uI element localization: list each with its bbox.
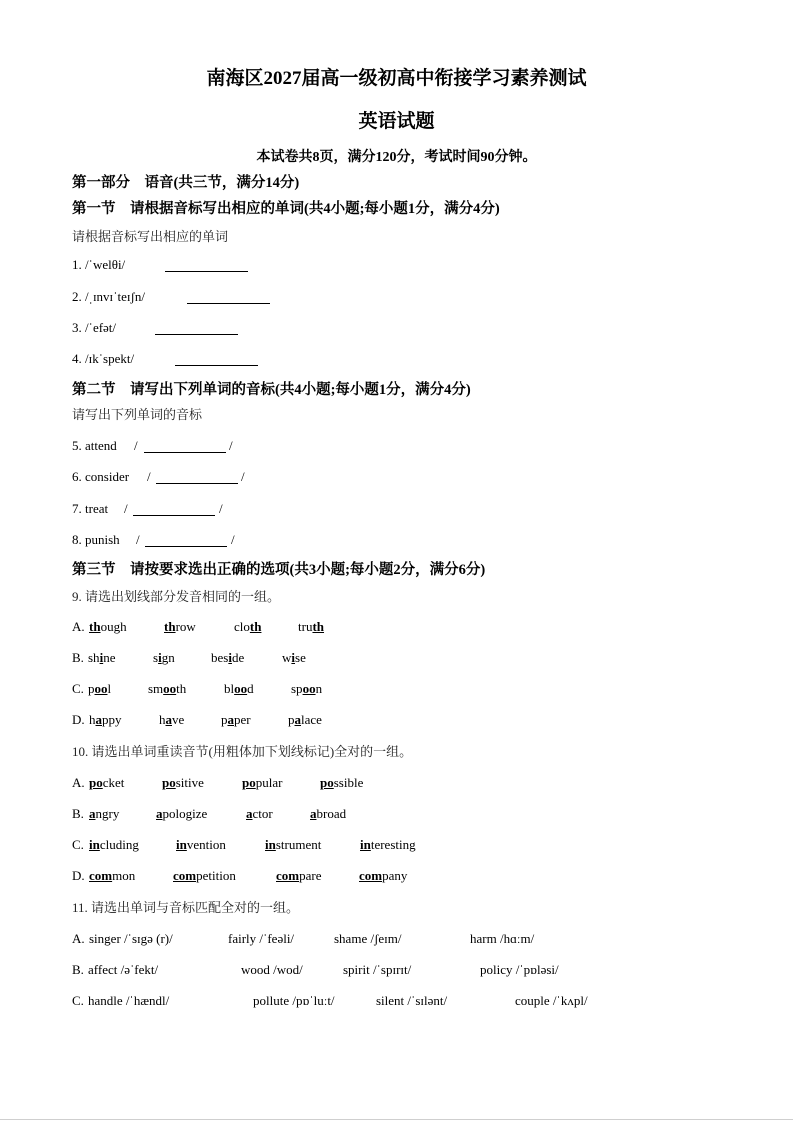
- word: including: [89, 837, 139, 852]
- answer-blank-2[interactable]: [187, 303, 270, 304]
- word-phonetic: handle /ˈhændl/: [88, 993, 170, 1008]
- word: actor: [246, 806, 273, 821]
- word: spoon: [291, 681, 323, 696]
- section1-instruction: 请根据音标写出相应的单词: [72, 229, 229, 244]
- answer-blank-1[interactable]: [165, 271, 248, 272]
- word: shine: [88, 650, 116, 665]
- word: instrument: [265, 837, 322, 852]
- word: compare: [276, 868, 322, 883]
- question-11-prompt: 11. 请选出单词与音标匹配全对的一组。: [72, 900, 300, 915]
- question-9-prompt: 9. 请选出划线部分发音相同的一组。: [72, 589, 281, 604]
- question-10-prompt: 10. 请选出单词重读音节(用粗体加下划线标记)全对的一组。: [72, 744, 413, 759]
- word-phonetic: pollute /pɒˈluːt/: [253, 993, 335, 1008]
- answer-blank-7[interactable]: [133, 515, 215, 516]
- word: popular: [242, 775, 283, 790]
- part1-title: 第一部分 语音(共三节，满分14分): [72, 175, 300, 191]
- question-7: 7. treat: [72, 501, 109, 516]
- option-label: A.: [72, 775, 85, 790]
- word-phonetic: wood /wod/: [241, 962, 303, 977]
- answer-blank-6[interactable]: [156, 483, 238, 484]
- slash-close-6: /: [241, 469, 245, 484]
- option-label: C.: [72, 837, 84, 852]
- option-label: B.: [72, 962, 84, 977]
- question-4: 4. /ɪkˈspekt/: [72, 351, 135, 366]
- question-6: 6. consider: [72, 469, 130, 484]
- word: palace: [288, 712, 322, 727]
- word-phonetic: fairly /ˈfeəli/: [228, 931, 295, 946]
- exam-title: 南海区2027届高一级初高中衔接学习素养测试: [206, 68, 587, 89]
- option-label: C.: [72, 681, 84, 696]
- answer-blank-3[interactable]: [155, 334, 238, 335]
- section2-instruction: 请写出下列单词的音标: [72, 407, 203, 422]
- word: company: [359, 868, 408, 883]
- word: smooth: [148, 681, 187, 696]
- word: abroad: [310, 806, 347, 821]
- exam-subtitle: 英语试题: [358, 111, 435, 132]
- word: common: [89, 868, 136, 883]
- word-phonetic: affect /əˈfekt/: [88, 962, 159, 977]
- word: happy: [89, 712, 122, 727]
- word: competition: [173, 868, 236, 883]
- question-8: 8. punish: [72, 532, 120, 547]
- word-phonetic: harm /hɑːm/: [470, 931, 535, 946]
- section3-title: 第三节 请按要求选出正确的选项(共3小题;每小题2分，满分6分): [72, 562, 486, 578]
- word: interesting: [360, 837, 416, 852]
- word: blood: [224, 681, 254, 696]
- word: beside: [211, 650, 245, 665]
- word: throw: [164, 619, 196, 634]
- section1-title: 第一节 请根据音标写出相应的单词(共4小题;每小题1分，满分4分): [72, 201, 500, 217]
- word: wise: [282, 650, 306, 665]
- option-label: C.: [72, 993, 84, 1008]
- word-phonetic: couple /ˈkʌpl/: [515, 993, 588, 1008]
- question-3: 3. /ˈefət/: [72, 320, 117, 335]
- option-label: A.: [72, 931, 85, 946]
- question-1: 1. /ˈwelθi/: [72, 257, 126, 272]
- word: though: [89, 619, 127, 634]
- word: have: [159, 712, 185, 727]
- word-phonetic: shame /ʃeɪm/: [334, 931, 402, 946]
- word: apologize: [156, 806, 208, 821]
- question-5: 5. attend: [72, 438, 117, 453]
- word: angry: [89, 806, 120, 821]
- option-label: D.: [72, 868, 85, 883]
- word: cloth: [234, 619, 262, 634]
- answer-blank-4[interactable]: [175, 365, 258, 366]
- word-phonetic: silent /ˈsɪlənt/: [376, 993, 448, 1008]
- word: pocket: [89, 775, 125, 790]
- word: truth: [298, 619, 325, 634]
- word-phonetic: singer /ˈsɪgə (r)/: [89, 931, 173, 946]
- slash-open-7: /: [124, 501, 128, 516]
- word-phonetic: policy /ˈpɒləsi/: [480, 962, 559, 977]
- answer-blank-8[interactable]: [145, 546, 227, 547]
- option-label: A.: [72, 619, 85, 634]
- slash-close-7: /: [219, 501, 223, 516]
- word-phonetic: spirit /ˈspɪrɪt/: [343, 962, 412, 977]
- slash-open-8: /: [136, 532, 140, 547]
- section2-title: 第二节 请写出下列单词的音标(共4小题;每小题1分，满分4分): [72, 382, 471, 398]
- slash-open-6: /: [147, 469, 151, 484]
- page-bottom-divider: [0, 1119, 793, 1120]
- question-2: 2. /ˌɪnvɪˈteɪʃn/: [72, 289, 145, 304]
- slash-close-8: /: [231, 532, 235, 547]
- word: sign: [153, 650, 175, 665]
- word: possible: [320, 775, 364, 790]
- word: positive: [162, 775, 204, 790]
- option-label: D.: [72, 712, 85, 727]
- word: pool: [88, 681, 112, 696]
- word: paper: [221, 712, 251, 727]
- exam-info: 本试卷共8页，满分120分，考试时间90分钟。: [256, 150, 537, 165]
- answer-blank-5[interactable]: [144, 452, 226, 453]
- option-label: B.: [72, 650, 84, 665]
- option-label: B.: [72, 806, 84, 821]
- word: invention: [176, 837, 226, 852]
- slash-close-5: /: [229, 438, 233, 453]
- slash-open-5: /: [134, 438, 138, 453]
